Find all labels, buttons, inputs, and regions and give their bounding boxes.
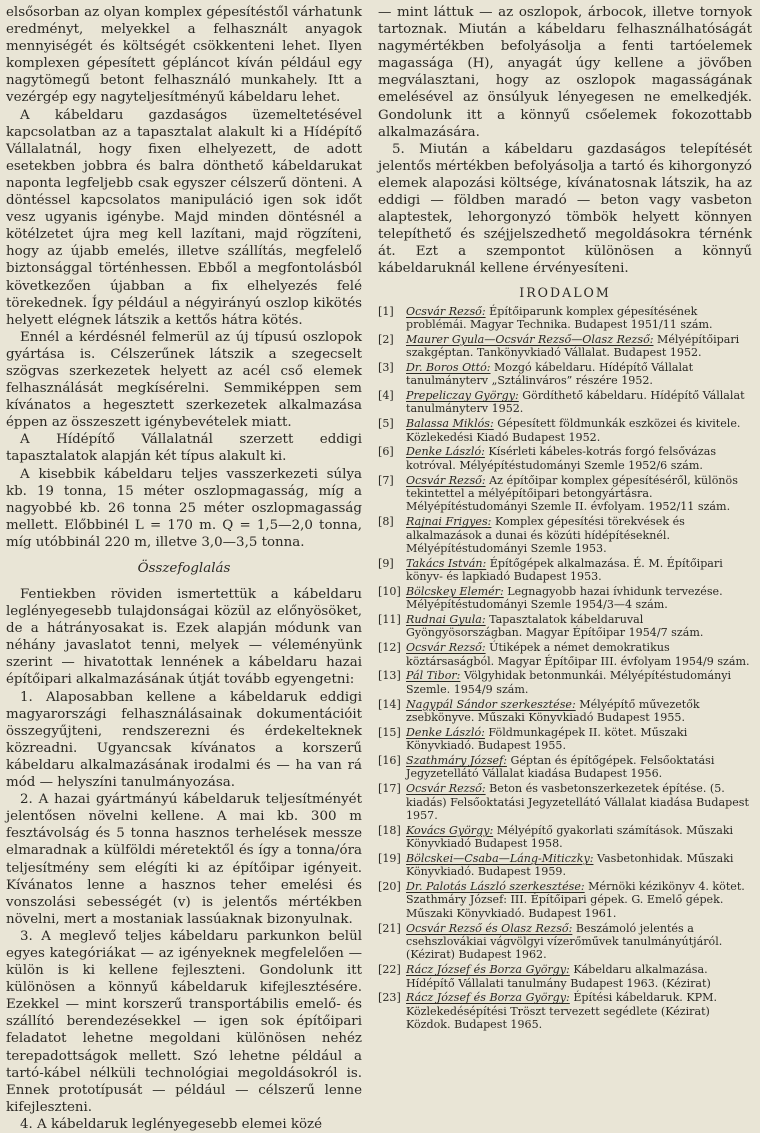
reference-author: Ocsvár Rezső: xyxy=(406,782,486,796)
paragraph: A kisebbik kábeldaru teljes vasszerkezeti súlya kb. 19 tonna, 15 méter oszlopmagasság, míg a nagyobbé kb. 26 tonna 25 méter oszlopmagasság mellett. Előbbinél L = 170 m. Q = 1,5—2,0 tonna, míg utóbbinál 220 m, illetve 3,0—3,5 tonna. xyxy=(6,466,362,550)
reference-title: Tapasztalatok kábeldaruval Gyöngyösországban. Magyar Építőipar 1954/7 szám. xyxy=(406,613,704,640)
reference-text xyxy=(406,389,752,416)
paragraph: 5. Miután a kábeldaru gazdaságos telepítését jelentős mértékben befolyásolja a tartó és kihorgonyzó elemek alapozási költsége, kívánatosnak látszik, ha az eddigi — földben maradó — beton vagy vasbeton alaptestek, lehorgonyzó tömbök helyett könnyen telepíthető és széjjelszedhető megoldásokra térnénk át. Ezt a szempontot különösen a könnyű kábeldaruknál kellene érvényesíteni. xyxy=(378,141,752,277)
reference-author: Balassa Miklós: xyxy=(406,417,494,431)
reference-author: Denke László: xyxy=(406,445,485,459)
reference-list xyxy=(378,305,752,1032)
reference-text xyxy=(406,880,752,920)
reference-item xyxy=(378,726,752,753)
paragraph: — mint láttuk — az oszlopok, árbocok, illetve tornyok tartoznak. Miután a kábeldaru felhasználhatóságát nagymértékben befolyásolja a fenti tartóelemek magassága (H), anyagát úgy kellene a jövőben megválasztani, hogy az oszlopok magasságának emelésével az önsúlyuk lényegesen ne emelkedjék. Gondolunk itt a könnyű csőelemek fokozottabb alkalmazására. xyxy=(378,5,752,140)
reference-text xyxy=(406,754,752,781)
reference-author: Dr. Palotás László szerkesztése: xyxy=(406,880,585,894)
reference-item xyxy=(378,333,752,360)
reference-number: [2] xyxy=(378,332,394,346)
paragraph: 4. A kábeldaruk leglényegesebb elemei közé xyxy=(20,1116,323,1132)
paragraph: elsősorban az olyan komplex gépesítéstől várhatunk eredményt, melyekkel a felhasznált anyagok mennyiségét és költségét csökkenteni lehet. Ilyen komplexen gépesített gépláncot kíván például egy nagytömegű betont felhasználó munkahely. Itt a vezérgép egy nagyteljesítményű kábeldaru lehet. xyxy=(6,5,362,106)
reference-item xyxy=(378,698,752,725)
reference-number: [17] xyxy=(378,782,401,796)
reference-item xyxy=(378,669,752,696)
reference-item xyxy=(378,852,752,879)
section-heading: Összefoglalás xyxy=(137,561,231,576)
reference-author: Denke László: xyxy=(406,725,485,739)
reference-author: Dr. Boros Ottó: xyxy=(406,360,491,374)
reference-number: [22] xyxy=(378,963,401,977)
right-column xyxy=(378,4,752,1055)
reference-text xyxy=(406,698,752,725)
paragraph: 2. A hazai gyártmányú kábeldaruk teljesítményét jelentősen növelni kellene. A mai kb. 300 m fesztávolság és 5 tonna hasznos terhelések messze elmaradnak a külföldi méretektől és így a tonna/óra teljesítmény sem elégíti ki az építőipar igényeit. Kívánatos lenne a hasznos teher emelési és vonszolási sebességét (v) is jelentős mértékben növelni, mert a mostaniak lassúaknak bizonyulnak. xyxy=(6,792,362,927)
reference-item xyxy=(378,305,752,332)
reference-number: [1] xyxy=(378,304,394,318)
reference-number: [15] xyxy=(378,725,401,739)
reference-title: Mérnöki kézikönyv 4. kötet. Szathmáry József: III. Építőipari gépek. G. Emelő gépek. Műszaki Könyvkiadó. Budapest 1961. xyxy=(406,880,745,920)
reference-item xyxy=(378,361,752,388)
reference-title: Beszámoló jelentés a csehszlovákiai vágvölgyi vízerőművek tanulmányútjáról. (Kézirat) Budapest 1962. xyxy=(406,921,723,962)
reference-number: [7] xyxy=(378,473,394,487)
paragraph: 1. Alaposabban kellene a kábeldaruk eddigi magyarországi felhasználásainak dokumentációit összegyűjteni, rendszerezni és érdekelteknek közreadni. Ugyancsak kívánatos a korszerű kábeldaru alkalmazásának irodalmi és — ha van rá mód — helyszíni tanulmányozása. xyxy=(6,689,362,791)
reference-item xyxy=(378,880,752,920)
reference-item xyxy=(378,515,752,555)
reference-item xyxy=(378,824,752,851)
reference-item xyxy=(378,389,752,416)
reference-title: Mélyépítő gyakorlati számítások. Műszaki Könyvkiadó Budapest 1958. xyxy=(406,823,734,851)
reference-item xyxy=(378,963,752,990)
reference-title: Vasbetonhidak. Műszaki Könyvkiadó. Budapest 1959. xyxy=(406,851,734,879)
reference-text xyxy=(406,782,752,822)
reference-number: [21] xyxy=(378,921,401,935)
reference-author: Bölcskey Elemér: xyxy=(406,584,504,598)
reference-number: [20] xyxy=(378,880,401,894)
reference-title: Gépesített földmunkák eszközei és kivitele. Közlekedési Kiadó Budapest 1952. xyxy=(406,417,741,444)
reference-author: Nagypál Sándor szerkesztése: xyxy=(406,697,576,711)
reference-number: [23] xyxy=(378,991,401,1005)
reference-text xyxy=(406,963,752,990)
reference-number: [4] xyxy=(378,389,394,403)
reference-author: Szathmáry József: xyxy=(406,754,507,767)
reference-item xyxy=(378,585,752,612)
reference-number: [6] xyxy=(378,445,394,459)
reference-author: Prepeliczay György: xyxy=(406,389,519,403)
reference-number: [16] xyxy=(378,754,401,767)
reference-item xyxy=(378,922,752,962)
reference-text xyxy=(406,852,752,879)
reference-number: [3] xyxy=(378,360,394,374)
reference-item xyxy=(378,557,752,584)
reference-text xyxy=(406,417,752,444)
reference-title: Kábeldaru alkalmazása. Hídépítő Vállalati tanulmány Budapest 1963. (Kézirat) xyxy=(406,963,711,990)
reference-author: Ocsvár Rezső: xyxy=(406,304,486,318)
reference-item xyxy=(378,445,752,472)
reference-title: Géptan és építőgépek. Felsőoktatási Jegyzetellátó Vállalat kiadása Budapest 1956. xyxy=(406,754,715,781)
reference-item xyxy=(378,782,752,822)
paragraph: A kábeldaru gazdaságos üzemeltetésével kapcsolatban az a tapasztalat alakult ki a Hídépítő Vállalatnál, hogy fixen elhelyezett, de adott esetekben jobbra és balra dönthető kábeldarukat naponta legfeljebb csak egyszer célszerű dönteni. A döntéssel kapcsolatos manipuláció igen sok időt vesz ugyanis igénybe. Majd minden döntésnél a kötélzetet újra meg kell lazítani, majd rögzíteni, hogy az újabb emelés, illetve szállítás, megfelelő biztonsággal történhessen. Ebből a megfontolásból következően újabban a fix elhelyezés felé törekednek. Így például a négyirányú oszlop kikötés helyett elégnek látszik a kettős hátra kötés. xyxy=(6,107,362,328)
reference-number: [13] xyxy=(378,669,401,683)
reference-text xyxy=(406,585,752,612)
reference-title: Mozgó kábeldaru. Hídépítő Vállalat tanulmányterv „Sztálinváros” részére 1952. xyxy=(406,360,694,388)
reference-text xyxy=(406,991,752,1031)
references-heading: IRODALOM xyxy=(519,284,611,300)
reference-author: Ocsvár Rezső és Olasz Rezső: xyxy=(406,921,573,935)
reference-number: [9] xyxy=(378,556,394,570)
reference-number: [11] xyxy=(378,613,401,627)
paragraph: A Hídépítő Vállalatnál szerzett eddigi tapasztalatok alapján két típus alakult ki. xyxy=(6,432,362,465)
reference-title: Völgyhidak betonmunkái. Mélyépítéstudományi Szemle. 1954/9 szám. xyxy=(406,669,732,696)
reference-text xyxy=(406,824,752,851)
reference-title: Földmunkagépek II. kötet. Műszaki Könyvkiadó. Budapest 1955. xyxy=(406,725,688,753)
reference-text xyxy=(406,361,752,388)
reference-title: Kísérleti kábeles-kotrás forgó felsővázas kotróval. Mélyépítéstudományi Szemle 1952/6 szám. xyxy=(406,445,717,472)
reference-text xyxy=(406,515,752,555)
reference-item xyxy=(378,991,752,1031)
reference-title: Legnagyobb hazai ívhidunk tervezése. Mélyépítéstudományi Szemle 1954/3—4 szám. xyxy=(406,584,723,612)
reference-text xyxy=(406,669,752,696)
reference-title: Építési kábeldaruk. KPM. Közlekedésépítési Tröszt tervezett segédlete (Kézirat) Közdok. Budapest 1965. xyxy=(406,991,717,1032)
reference-number: [14] xyxy=(378,697,401,711)
reference-text xyxy=(406,333,752,360)
reference-title: Az építőipar komplex gépesítéséről, különös tekintettel a mélyépítőipari betongyártásra. Mélyépítéstudományi Szemle II. évfolyam. 1952/11 szám. xyxy=(406,473,738,514)
reference-number: [12] xyxy=(378,641,401,655)
reference-item xyxy=(378,474,752,514)
reference-item xyxy=(378,641,752,668)
reference-author: Maurer Gyula—Ocsvár Rezső—Olasz Rezső: xyxy=(406,332,654,346)
reference-number: [19] xyxy=(378,851,401,865)
reference-number: [5] xyxy=(378,417,394,431)
reference-author: Rácz József és Borza György: xyxy=(406,991,570,1005)
reference-text xyxy=(406,922,752,962)
reference-author: Bölcskei—Csaba—Láng-Miticzky: xyxy=(406,851,594,865)
left-column xyxy=(6,4,362,1132)
reference-text xyxy=(406,474,752,514)
reference-author: Kovács György: xyxy=(406,823,494,837)
reference-title: Építőgépek alkalmazása. É. M. Építőipari könyv- és lapkiadó Budapest 1953. xyxy=(406,556,723,584)
reference-title: Építőiparunk komplex gépesítésének problémái. Magyar Technika. Budapest 1951/11 szám. xyxy=(406,304,713,331)
reference-number: [8] xyxy=(378,515,394,529)
reference-author: Rajnai Frigyes: xyxy=(406,515,492,529)
reference-item xyxy=(378,417,752,444)
reference-text xyxy=(406,445,752,472)
reference-item xyxy=(378,754,752,781)
reference-author: Ocsvár Rezső: xyxy=(406,473,486,487)
reference-author: Pál Tibor: xyxy=(406,669,461,683)
reference-text xyxy=(406,726,752,753)
reference-title: Mélyépítőipari szakgéptan. Tankönyvkiadó Vállalat. Budapest 1952. xyxy=(406,332,740,360)
paragraph: Fentiekben röviden ismertettük a kábeldaru leglényegesebb tulajdonságai közül az előnyösöket, de a hátrányosakat is. Ezek alapján módunk van néhány javaslatot tenni, melyek — véleményünk szerint — hivatottak lennének a kábeldaru hazai építőipari alkalmazásának útját tovább egyengetni: xyxy=(6,587,362,688)
reference-number: [10] xyxy=(378,584,401,598)
reference-title: Mélyépítő művezetők zsebkönyve. Műszaki Könyvkiadó Budapest 1955. xyxy=(406,697,700,724)
reference-title: Gördíthető kábeldaru. Hídépítő Vállalat tanulmányterv 1952. xyxy=(406,389,745,416)
reference-text xyxy=(406,305,752,332)
reference-text xyxy=(406,641,752,668)
reference-author: Takács István: xyxy=(406,556,487,570)
reference-number: [18] xyxy=(378,823,401,837)
reference-title: Útiképek a német demokratikus köztársaságból. Magyar Építőipar III. évfolyam 1954/9 szám. xyxy=(406,641,750,668)
reference-title: Beton és vasbetonszerkezetek építése. (5. kiadás) Felsőoktatási Jegyzetellátó Vállalat kiadása Budapest 1957. xyxy=(406,782,749,822)
reference-author: Rudnai Gyula: xyxy=(406,613,486,627)
reference-author: Rácz József és Borza György: xyxy=(406,963,570,977)
paragraph: Ennél a kérdésnél felmerül az új típusú oszlopok gyártása is. Célszerűnek látszik a szegecselt szögvas szerkezetek helyett az acél cső elemek felhasználását megkísérelni. Semmiképpen sem kívánatos a hegesztett szerkezetek alkalmazása éppen az összeszett igénybevételek miatt. xyxy=(6,329,362,431)
reference-author: Ocsvár Rezső: xyxy=(406,641,486,655)
paragraph: 3. A meglevő teljes kábeldaru parkunkon belül egyes kategóriákat — az igényeknek megfelelően — külön is ki kellene fejleszteni. Gondolunk itt különösen a könnyű kábeldaruk kifejlesztésére. Ezekkel — mint korszerű transportábilis emelő- és szállító berendezésekkel — igen sok építőipari feladatot lehetne megoldani különösen nehéz terepadottságok mellett. Szó lehetne például a tartó-kábel nélküli technológiai megoldásokról is. Ennek prototípusát — például — célszerű lenne kifejleszteni. xyxy=(6,928,362,1115)
reference-title: Komplex gépesítési törekvések és alkalmazások a dunai és közúti hídépítéseknél. Mélyépítéstudományi Szemle 1953. xyxy=(406,515,685,555)
reference-item xyxy=(378,613,752,640)
reference-text xyxy=(406,557,752,584)
reference-text xyxy=(406,613,752,640)
